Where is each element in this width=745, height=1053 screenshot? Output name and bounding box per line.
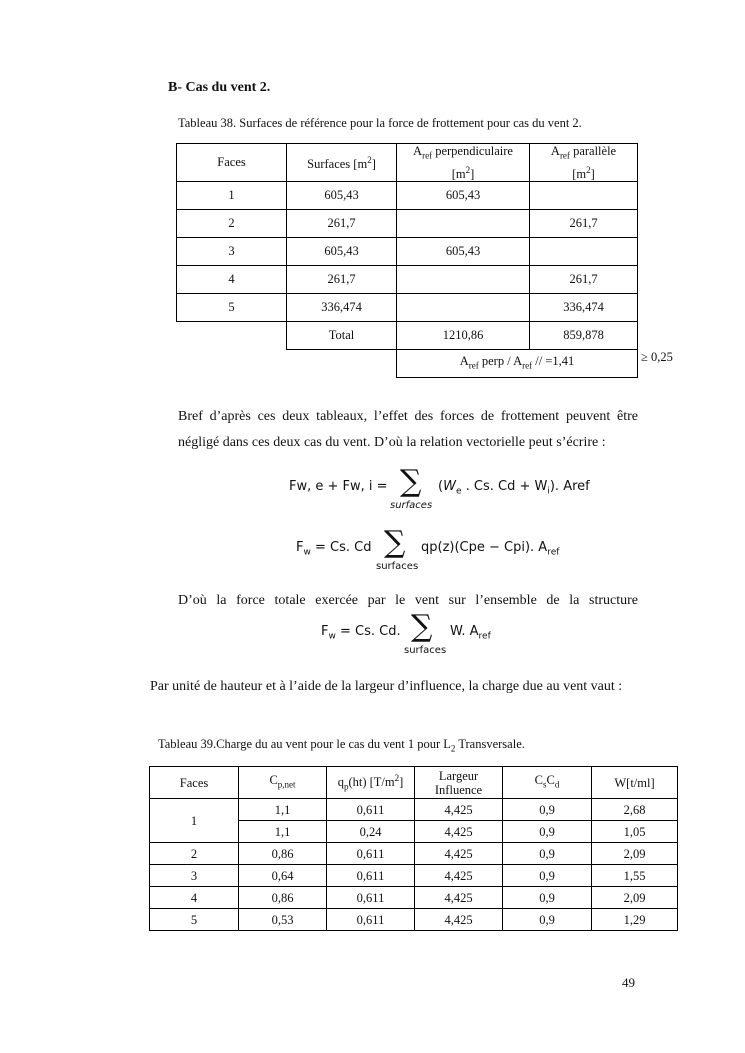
table38-total-row bbox=[177, 321, 638, 349]
cell-surface: 605,43 bbox=[287, 181, 397, 209]
table39-caption: Tableau 39.Charge du au vent pour le cas du vent 1 pour $L_2$ Transversale. bbox=[158, 737, 525, 754]
cell-cp: 0,86 bbox=[239, 887, 327, 909]
table38-ratio-row bbox=[177, 349, 638, 377]
formula2-sum-sub: surfaces bbox=[376, 561, 419, 572]
formula2-body: qp(z)(Cpe − Cpi). $A_{ref}$ bbox=[421, 540, 560, 558]
formula-2 bbox=[0, 525, 745, 578]
cell-surface: 336,474 bbox=[287, 293, 397, 321]
cell-perp bbox=[397, 265, 530, 293]
header-cp-net: $C_{p,net}$ bbox=[239, 767, 327, 799]
cell-w: 2,68 bbox=[592, 799, 678, 821]
cell-par: 261,7 bbox=[530, 265, 638, 293]
cell-blank bbox=[177, 349, 287, 377]
table-row bbox=[150, 887, 678, 909]
paragraph-3: Par unité de hauteur et à l’aide de la largeur d’influence, la charge due au vent vaut : bbox=[150, 679, 623, 694]
cell-face: 1 bbox=[177, 181, 287, 209]
cell-w: 1,29 bbox=[592, 909, 678, 931]
cell-par bbox=[530, 237, 638, 265]
table-row bbox=[177, 237, 638, 265]
header-surfaces: Surfaces $[m^2]$ bbox=[287, 144, 397, 182]
cell-w: 1,05 bbox=[592, 821, 678, 843]
table38 bbox=[176, 143, 638, 378]
cell-face: 2 bbox=[150, 843, 239, 865]
table-row bbox=[177, 265, 638, 293]
header-w: W[t/ml] bbox=[592, 767, 678, 799]
table-row bbox=[177, 293, 638, 321]
sigma-symbol: ∑ bbox=[400, 464, 422, 499]
cell-largeur: 4,425 bbox=[415, 909, 503, 931]
cell-perp bbox=[397, 209, 530, 237]
cell-perp: 605,43 bbox=[397, 237, 530, 265]
ratio-condition: ≥ 0,25 bbox=[641, 350, 673, 364]
formula2-lhs: $F_w = Cs$. Cd bbox=[296, 540, 372, 558]
table-row bbox=[150, 865, 678, 887]
cell-face: 2 bbox=[177, 209, 287, 237]
cell-cp: 0,53 bbox=[239, 909, 327, 931]
formula1-body: ($W_e$ . Cs. $Cd + W_i$). Aref bbox=[438, 479, 590, 497]
cell-total-par: 859,878 bbox=[530, 321, 638, 349]
page-number: 49 bbox=[622, 975, 635, 990]
cell-cp: 0,86 bbox=[239, 843, 327, 865]
cell-total-label: Total bbox=[287, 321, 397, 349]
formula3-sum-sub: surfaces bbox=[404, 645, 447, 656]
table-row bbox=[150, 909, 678, 931]
table39 bbox=[149, 766, 678, 931]
formula3-lhs: $F_w = Cs$. Cd. bbox=[321, 624, 401, 642]
formula1-sum-sub: surfaces bbox=[390, 500, 433, 511]
cell-face: 3 bbox=[177, 237, 287, 265]
header-aref-perpendiculaire: $A_{ref}$ perpendiculaire $[m^2]$ bbox=[397, 144, 530, 182]
cell-perp bbox=[397, 293, 530, 321]
cell-face: 3 bbox=[150, 865, 239, 887]
cell-surface: 261,7 bbox=[287, 209, 397, 237]
cell-surface: 261,7 bbox=[287, 265, 397, 293]
cell-qp: 0,611 bbox=[327, 909, 415, 931]
cell-surface: 605,43 bbox=[287, 237, 397, 265]
cell-blank bbox=[287, 349, 397, 377]
formula-1 bbox=[0, 464, 745, 518]
cell-par: 261,7 bbox=[530, 209, 638, 237]
header-faces: Faces bbox=[150, 767, 239, 799]
header-cscd: $C_sC_d$ bbox=[503, 767, 592, 799]
table38-header-row bbox=[177, 144, 638, 182]
cell-face: 4 bbox=[177, 265, 287, 293]
header-aref-parallele: $A_{ref}$ parallèle $[m^2]$ bbox=[530, 144, 638, 182]
cell-largeur: 4,425 bbox=[415, 843, 503, 865]
paragraph-1: Bref d’après ces deux tableaux, l’effet des forces de frottement peuvent être négligé dans ces deux cas du vent. D’où la relation vectorielle peut s’écrire : bbox=[178, 409, 638, 450]
cell-par: 336,474 bbox=[530, 293, 638, 321]
cell-face: 5 bbox=[177, 293, 287, 321]
cell-cscd: 0,9 bbox=[503, 799, 592, 821]
cell-perp: 605,43 bbox=[397, 181, 530, 209]
cell-qp: 0,611 bbox=[327, 865, 415, 887]
paragraph-2: D’où la force totale exercée par le vent sur l’ensemble de la structure bbox=[178, 593, 638, 608]
header-faces: Faces bbox=[177, 144, 287, 182]
table-row bbox=[150, 799, 678, 821]
cell-blank bbox=[177, 321, 287, 349]
cell-face: 1 bbox=[150, 799, 239, 843]
cell-w: 1,55 bbox=[592, 865, 678, 887]
cell-largeur: 4,425 bbox=[415, 887, 503, 909]
table-row bbox=[177, 209, 638, 237]
section-heading: B- Cas du vent 2. bbox=[168, 80, 271, 95]
cell-w: 2,09 bbox=[592, 887, 678, 909]
formula1-lhs: Fw, e + Fw, i = bbox=[289, 479, 388, 494]
table38-caption: Tableau 38. Surfaces de référence pour la force de frottement pour cas du vent 2. bbox=[178, 116, 582, 130]
formula3-body: W. $A_{ref}$ bbox=[450, 624, 491, 642]
cell-face: 5 bbox=[150, 909, 239, 931]
table-row bbox=[150, 843, 678, 865]
header-qp: $q_p(ht)$ $[T/m^2]$ bbox=[327, 767, 415, 799]
cell-qp: 0,611 bbox=[327, 799, 415, 821]
cell-qp: 0,24 bbox=[327, 821, 415, 843]
cell-face: 4 bbox=[150, 887, 239, 909]
cell-cp: 1,1 bbox=[239, 821, 327, 843]
cell-ratio: $A_{ref}$ perp / $A_{ref} // =1,41$ bbox=[397, 349, 638, 377]
cell-largeur: 4,425 bbox=[415, 821, 503, 843]
cell-cscd: 0,9 bbox=[503, 821, 592, 843]
cell-qp: 0,611 bbox=[327, 843, 415, 865]
cell-qp: 0,611 bbox=[327, 887, 415, 909]
table39-header-row bbox=[150, 767, 678, 799]
cell-largeur: 4,425 bbox=[415, 865, 503, 887]
cell-cp: 0,64 bbox=[239, 865, 327, 887]
table-row bbox=[177, 181, 638, 209]
cell-par bbox=[530, 181, 638, 209]
cell-cscd: 0,9 bbox=[503, 843, 592, 865]
cell-total-perp: 1210,86 bbox=[397, 321, 530, 349]
sigma-symbol: ∑ bbox=[384, 525, 406, 560]
sigma-symbol: ∑ bbox=[411, 609, 433, 644]
cell-cp: 1,1 bbox=[239, 799, 327, 821]
cell-largeur: 4,425 bbox=[415, 799, 503, 821]
cell-cscd: 0,9 bbox=[503, 887, 592, 909]
cell-cscd: 0,9 bbox=[503, 865, 592, 887]
formula-3 bbox=[0, 609, 745, 662]
header-largeur-influence: Largeur Influence bbox=[415, 767, 503, 799]
cell-cscd: 0,9 bbox=[503, 909, 592, 931]
cell-w: 2,09 bbox=[592, 843, 678, 865]
